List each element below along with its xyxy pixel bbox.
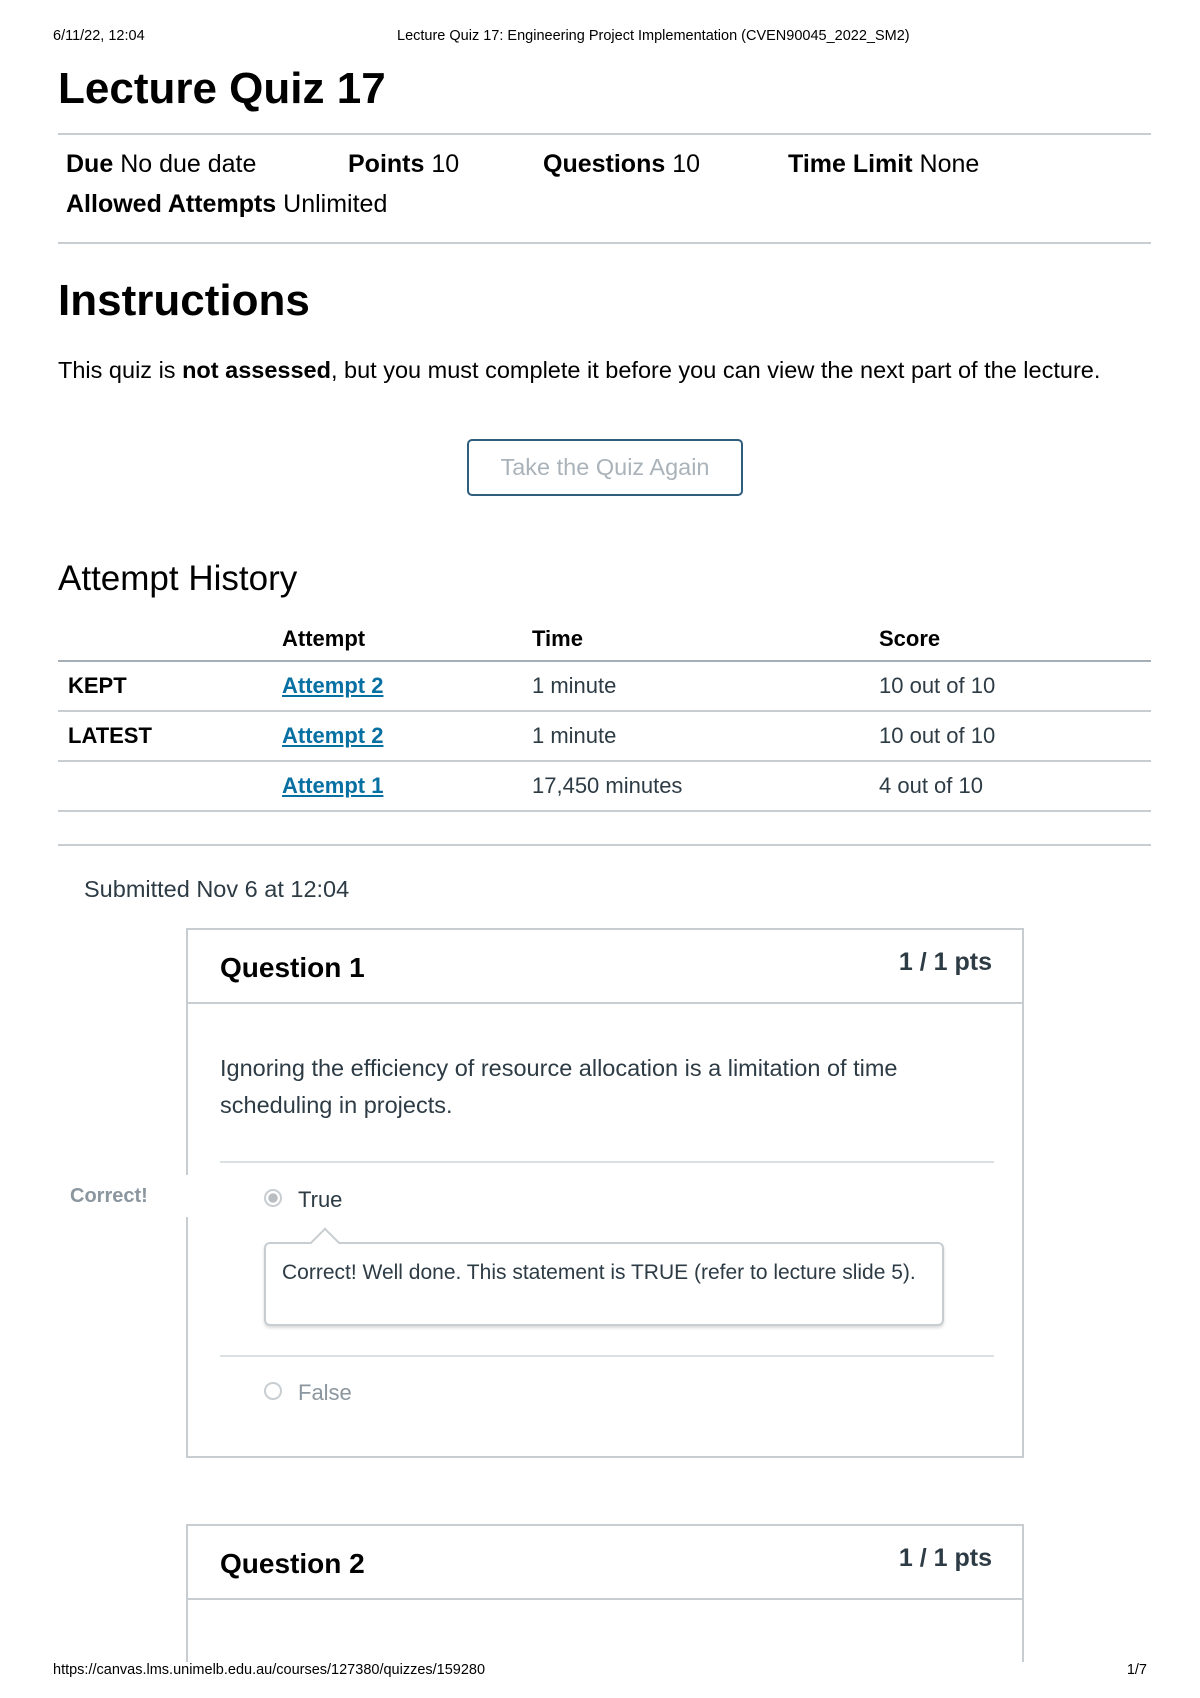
attempt-time: 1 minute [522, 661, 869, 711]
time-limit-detail [788, 150, 979, 179]
take-quiz-again-button[interactable]: Take the Quiz Again [467, 439, 743, 496]
due-detail [66, 150, 256, 179]
divider [58, 242, 1151, 244]
answer-label: True [298, 1187, 343, 1212]
attempt-time: 1 minute [522, 711, 869, 761]
radio-selected-icon [264, 1189, 282, 1207]
page-number: 1/7 [1126, 1662, 1147, 1678]
question-header [188, 1526, 1022, 1600]
due-label: Due [66, 150, 114, 178]
allowed-attempts-label: Allowed Attempts [66, 190, 277, 218]
table-row [58, 761, 1151, 811]
questions-detail [543, 150, 700, 179]
divider [58, 844, 1151, 846]
attempt-history-heading: Attempt History [58, 559, 298, 598]
column-header-time: Time [522, 618, 869, 661]
attempt-row-label: KEPT [58, 661, 272, 711]
due-value: No due date [120, 150, 257, 178]
question-text: Ignoring the efficiency of resource allocation is a limitation of time scheduling in projects. [220, 1055, 898, 1118]
question-title: Question 2 [220, 1548, 365, 1579]
time-limit-label: Time Limit [788, 150, 913, 178]
answer-divider [220, 1355, 994, 1357]
page-title: Lecture Quiz 17 [58, 64, 386, 113]
time-limit-value: None [919, 150, 980, 178]
attempt-row-label [58, 761, 272, 811]
answer-status-badge: Correct! [60, 1175, 188, 1217]
table-row [58, 661, 1151, 711]
allowed-attempts-detail [66, 190, 387, 219]
question-title: Question 1 [220, 952, 365, 983]
attempt-score: 4 out of 10 [869, 761, 1151, 811]
attempt-time: 17,450 minutes [522, 761, 869, 811]
attempt-link[interactable]: Attempt 1 [282, 773, 384, 798]
points-detail [348, 150, 459, 179]
column-header-score: Score [869, 618, 1151, 661]
question-header [188, 930, 1022, 1004]
questions-label: Questions [543, 150, 666, 178]
question-card [186, 1524, 1024, 1662]
radio-unselected-icon [264, 1382, 282, 1400]
question-points: 1 / 1 pts [898, 948, 992, 976]
print-document-title: Lecture Quiz 17: Engineering Project Implementation (CVEN90045_2022_SM2) [397, 28, 910, 44]
points-label: Points [348, 150, 425, 178]
allowed-attempts-value: Unlimited [283, 190, 388, 218]
print-url: https://canvas.lms.unimelb.edu.au/courses/127380/quizzes/159280 [53, 1662, 486, 1678]
column-header-attempt: Attempt [272, 618, 522, 661]
attempt-score: 10 out of 10 [869, 711, 1151, 761]
answer-feedback: Correct! Well done. This statement is TRUE (refer to lecture slide 5). [264, 1242, 944, 1326]
table-row [58, 711, 1151, 761]
attempt-link[interactable]: Attempt 2 [282, 723, 384, 748]
question-card [186, 928, 1024, 1458]
attempt-link[interactable]: Attempt 2 [282, 673, 384, 698]
instructions-heading: Instructions [58, 276, 310, 325]
divider [58, 133, 1151, 135]
print-header [53, 28, 1147, 48]
submitted-timestamp: Submitted Nov 6 at 12:04 [84, 876, 350, 902]
questions-value: 10 [672, 150, 701, 178]
attempt-history-table [58, 618, 1151, 812]
attempt-row-label: LATEST [58, 711, 272, 761]
column-header [58, 618, 272, 661]
answer-label: False [298, 1380, 352, 1405]
table-header-row [58, 618, 1151, 661]
answer-divider [220, 1161, 994, 1163]
question-points: 1 / 1 pts [898, 1544, 992, 1572]
instructions-text: This quiz is not assessed, but you must complete it before you can view the next part of the lecture. [58, 357, 1101, 383]
print-datetime: 6/11/22, 12:04 [53, 28, 145, 44]
points-value: 10 [431, 150, 460, 178]
attempt-score: 10 out of 10 [869, 661, 1151, 711]
instructions-emphasis: not assessed [182, 357, 331, 383]
